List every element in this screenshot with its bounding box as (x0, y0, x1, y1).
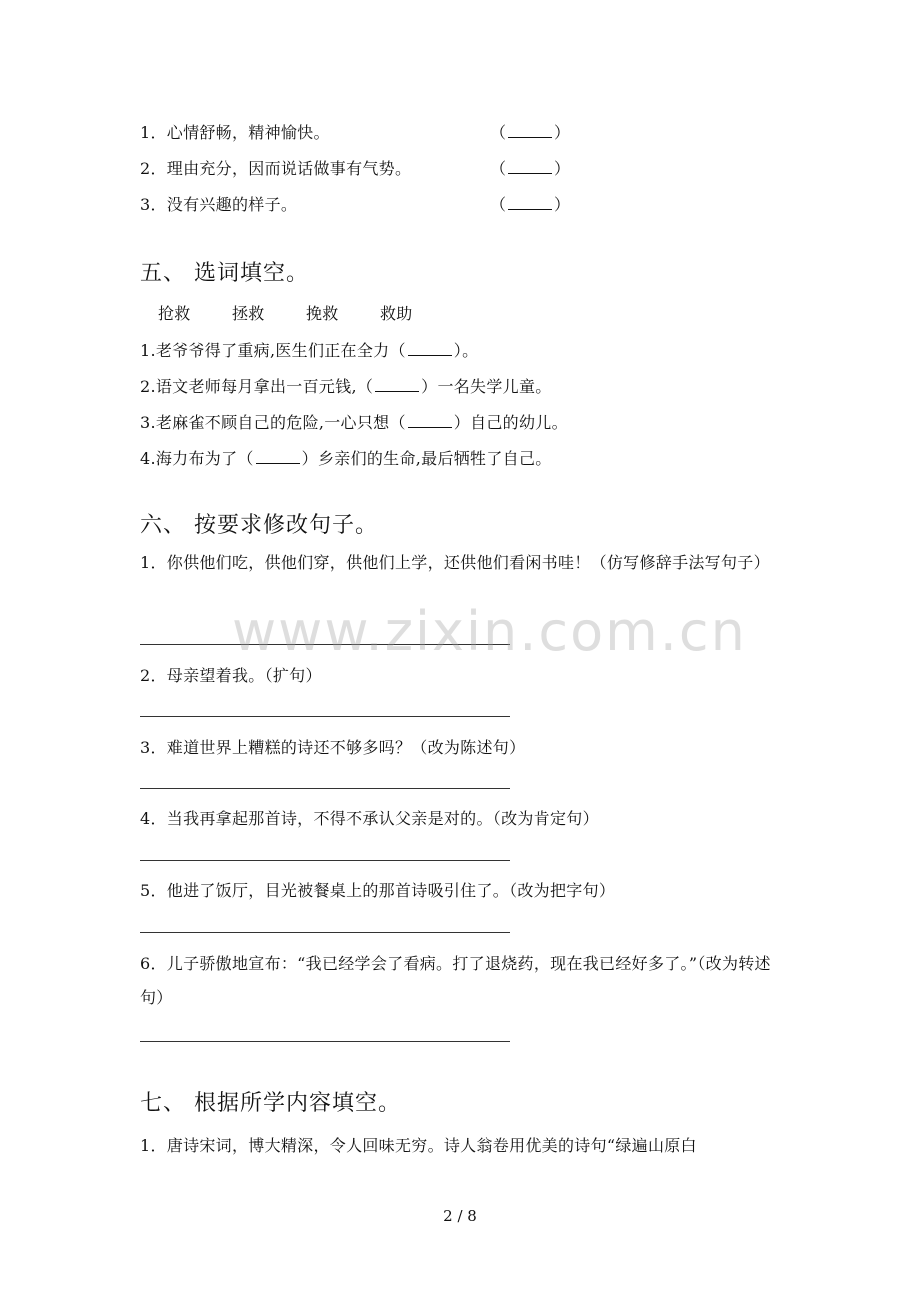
fill-item-text: 1.老爷爷得了重病,医生们正在全力（ (140, 341, 406, 360)
rewrite-item-4: 4．当我再拿起那首诗，不得不承认父亲是对的。（改为肯定句） (140, 809, 599, 828)
meaning-item-3 (140, 192, 297, 215)
answer-line[interactable] (140, 860, 510, 861)
fill-item-text: ）自己的幼儿。 (453, 413, 568, 432)
fill-item-1 (140, 338, 478, 361)
answer-blank[interactable] (508, 159, 552, 174)
word-bank (158, 301, 454, 324)
rewrite-item-6: 6．儿子骄傲地宣布：“我已经学会了看病。打了退烧药，现在我已经好多了。”（改为转述句） (140, 954, 771, 1007)
paren-right: ） (554, 159, 571, 178)
meaning-answer-3[interactable] (490, 192, 570, 215)
paren-left: （ (490, 195, 507, 214)
watermark: www.zixin.com.cn (232, 600, 747, 663)
word-bank-item: 抢救 (158, 304, 191, 323)
meaning-number: 1． (140, 123, 167, 142)
fill-item-2 (140, 374, 552, 397)
answer-line[interactable] (140, 1041, 510, 1042)
answer-line[interactable] (140, 932, 510, 933)
fill-blank[interactable] (256, 449, 300, 464)
meaning-item-1 (140, 120, 330, 143)
answer-blank[interactable] (508, 123, 552, 138)
meaning-answer-2[interactable] (490, 156, 570, 179)
fill-blank[interactable] (375, 377, 419, 392)
word-bank-item: 拯救 (232, 304, 265, 323)
paren-left: （ (490, 159, 507, 178)
rewrite-item-5: 5．他进了饭厅，目光被餐桌上的那首诗吸引住了。（改为把字句） (140, 881, 616, 900)
paren-right: ） (554, 123, 571, 142)
paren-right: ） (554, 195, 571, 214)
fill-item-text: 4.海力布为了（ (140, 449, 254, 468)
page-number: 2 / 8 (443, 1207, 477, 1225)
fill-item-text: ）一名失学儿童。 (421, 377, 552, 396)
meaning-number: 2． (140, 159, 167, 178)
answer-blank[interactable] (508, 195, 552, 210)
answer-line[interactable] (140, 716, 510, 717)
fill-item-text: ）。 (453, 341, 479, 360)
meaning-answer-1[interactable] (490, 120, 570, 143)
fill-item-3 (140, 410, 568, 433)
paren-left: （ (490, 123, 507, 142)
meaning-item-2 (140, 156, 411, 179)
fill-blank[interactable] (408, 413, 452, 428)
word-bank-item: 挽救 (306, 304, 339, 323)
fill-item-text: 3.老麻雀不顾自己的危险,一心只想（ (140, 413, 406, 432)
fill-item-text: 2.语文老师每月拿出一百元钱,（ (140, 377, 374, 396)
meaning-text: 没有兴趣的样子。 (166, 195, 298, 214)
section6-heading: 六、 按要求修改句子。 (140, 513, 378, 538)
answer-line[interactable] (140, 788, 510, 789)
fill-item-text: ）乡亲们的生命,最后牺牲了自己。 (301, 449, 552, 468)
rewrite-item-3: 3．难道世界上糟糕的诗还不够多吗？（改为陈述句） (140, 738, 526, 757)
meaning-number: 3． (140, 195, 167, 214)
word-bank-item: 救助 (380, 304, 413, 323)
section5-heading: 五、 选词填空。 (140, 261, 309, 286)
section7-heading: 七、 根据所学内容填空。 (140, 1091, 401, 1116)
recall-item-1: 1．唐诗宋词，博大精深，令人回味无穷。诗人翁卷用优美的诗句“绿遍山原白 (140, 1136, 697, 1155)
rewrite-item-1: 1．你供他们吃，供他们穿，供他们上学，还供他们看闲书哇！（仿写修辞手法写句子） (140, 553, 770, 572)
fill-item-4 (140, 446, 552, 469)
fill-blank[interactable] (408, 341, 452, 356)
rewrite-item-2: 2．母亲望着我。（扩句） (140, 666, 322, 685)
meaning-text: 心情舒畅，精神愉快。 (166, 123, 330, 142)
meaning-text: 理由充分，因而说话做事有气势。 (166, 159, 412, 178)
